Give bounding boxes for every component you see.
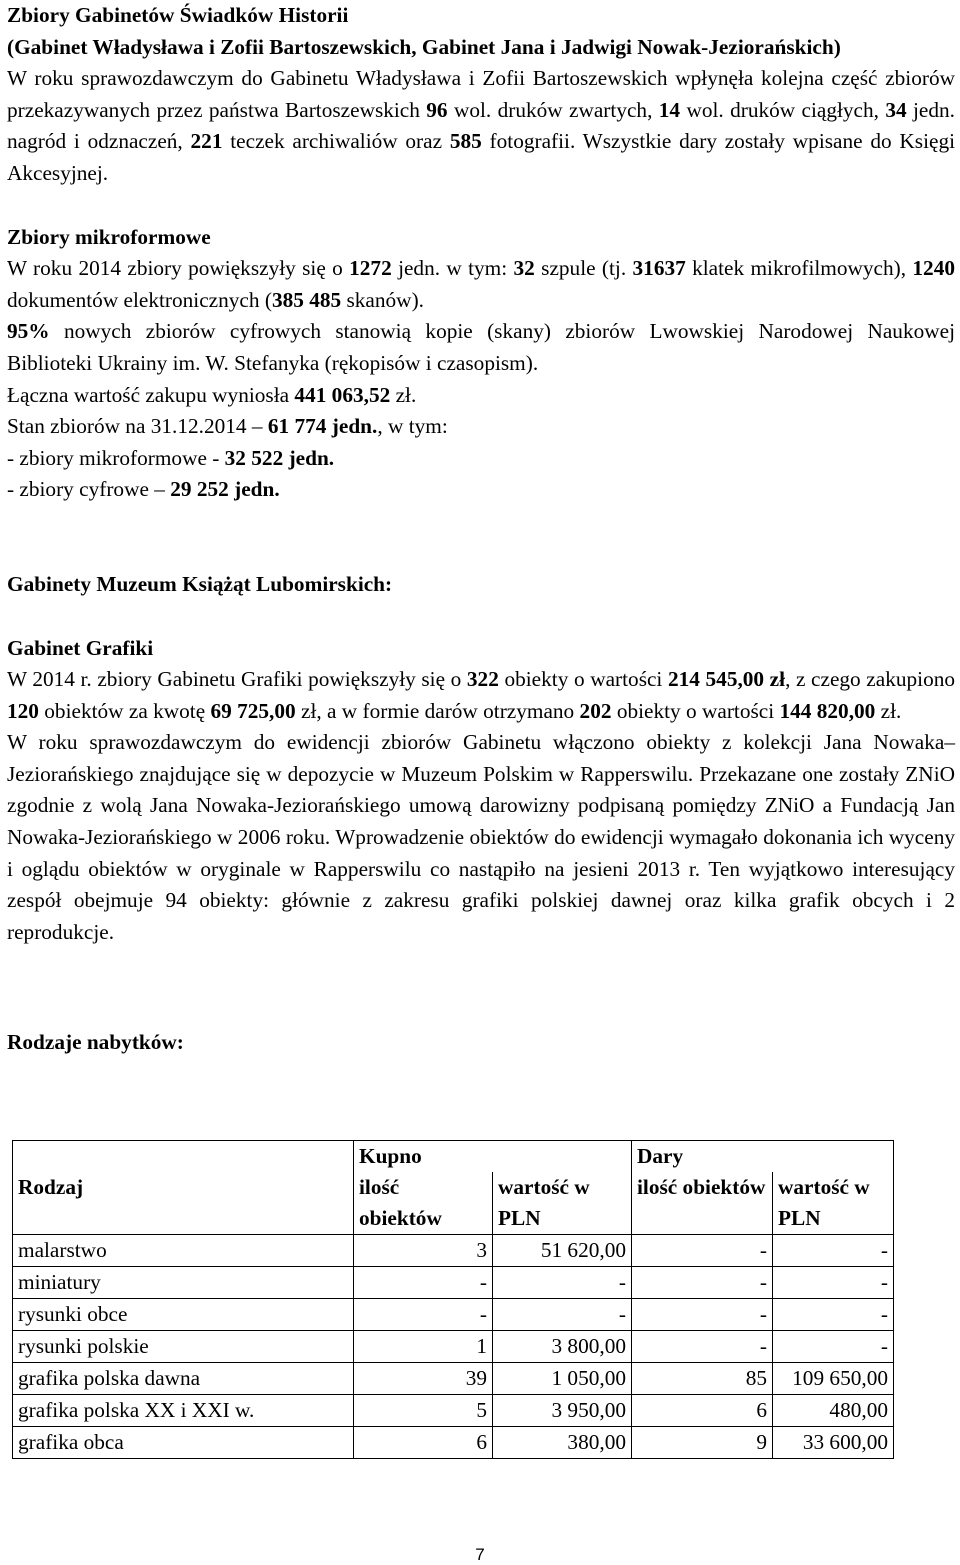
table-cell-d-wartosc: 480,00 — [773, 1395, 894, 1427]
document-page — [7, 0, 955, 1059]
table-row — [13, 1235, 894, 1267]
table-cell-d-ilosc: 6 — [632, 1395, 773, 1427]
table-cell-d-wartosc: - — [773, 1299, 894, 1331]
section-title: Gabinety Muzeum Książąt Lubomirskich: — [7, 571, 393, 596]
table-cell-k-ilosc: 5 — [354, 1395, 493, 1427]
paragraph: W 2014 r. zbiory Gabinetu Grafiki powiększyły się o 322 obiekty o wartości 214 545,00 zł, z czego zakupiono 120 obiektów za kwotę 69 725,00 zł, a w formie darów otrzymano 202 obiekty o wartości 144 820,00 zł. — [7, 667, 956, 723]
table-cell-k-ilosc: 39 — [354, 1363, 493, 1395]
paragraph: W roku sprawozdawczym do Gabinetu Władysława i Zofii Bartoszewskich wpłynęła kolejna część zbiorów przekazywanych przez państwa Bartoszewskich 96 wol. druków zwartych, 14 wol. druków ciągłych, 34 jedn. nagród i odznaczeń, 221 teczek archiwaliów oraz 585 fotografii. Wszystkie dary zostały wpisane do Księgi Akcesyjnej. — [7, 66, 956, 185]
table-cell-k-ilosc: 3 — [354, 1235, 493, 1267]
paragraph: W roku 2014 zbiory powiększyły się o 1272 jedn. w tym: 32 szpule (tj. 31637 klatek mikrofilmowych), 1240 dokumentów elektronicznych (385 485 skanów). — [7, 256, 955, 312]
table-cell-k-wartosc: - — [493, 1299, 632, 1331]
table-row — [13, 1331, 894, 1363]
table-cell-k-wartosc: 3 950,00 — [493, 1395, 632, 1427]
column-header-kupno-ilosc: ilość obiektów — [354, 1172, 493, 1235]
table-cell-d-ilosc: 85 — [632, 1363, 773, 1395]
table-cell-k-ilosc: 1 — [354, 1331, 493, 1363]
table-cell-name: rysunki polskie — [13, 1331, 354, 1363]
section-title: Zbiory Gabinetów Świadków Historii — [7, 3, 349, 27]
table-cell-k-ilosc: - — [354, 1267, 493, 1299]
acquisitions-table — [12, 1140, 894, 1459]
table-cell-d-ilosc: - — [632, 1299, 773, 1331]
paragraph: W roku sprawozdawczym do ewidencji zbiorów Gabinetu włączono obiekty z kolekcji Jana Nowaka–Jeziorańskiego znajdujące się w depozycie w Muzeum Polskim w Rapperswilu. Przekazane one zostały ZNiO zgodnie z wolą Jana Nowaka-Jeziorańskiego umową darowizny podpisaną pomiędzy ZNiO a Fundacją Jan Nowaka-Jeziorańskiego w 2006 roku. Wprowadzenie obiektów do ewidencji wymagało dokonania ich wyceny i oglądu obiektów w oryginale w Rapperswilu co nastąpiło na jesieni 2013 r. Ten wyjątkowo interesujący zespół obejmuje 94 obiekty: głównie z zakresu grafiki polskiej dawnej oraz kilka grafik obcych i 2 reprodukcje. — [7, 730, 955, 944]
paragraph: Stan zbiorów na 31.12.2014 – 61 774 jedn., w tym: — [7, 414, 448, 439]
paragraph: - zbiory mikroformowe - 32 522 jedn. — [7, 445, 335, 470]
table-body — [13, 1235, 894, 1459]
table-cell-k-wartosc: 51 620,00 — [493, 1235, 632, 1267]
table-cell-k-wartosc: 380,00 — [493, 1427, 632, 1459]
table-cell-k-ilosc: 6 — [354, 1427, 493, 1459]
table-cell-name: miniatury — [13, 1267, 354, 1299]
table-cell-d-ilosc: - — [632, 1235, 773, 1267]
table-cell-k-wartosc: - — [493, 1267, 632, 1299]
column-header-kupno-wartosc: wartość w PLN — [493, 1172, 632, 1235]
table-cell-k-ilosc: - — [354, 1299, 493, 1331]
table-row — [13, 1299, 894, 1331]
column-header-dary-wartosc: wartość w PLN — [773, 1172, 894, 1235]
table-cell-d-ilosc: 9 — [632, 1427, 773, 1459]
table-row — [13, 1427, 894, 1459]
table-cell-d-wartosc: 109 650,00 — [773, 1363, 894, 1395]
table-cell-name: grafika obca — [13, 1427, 354, 1459]
paragraph: - zbiory cyfrowe – 29 252 jedn. — [7, 477, 280, 502]
column-group-dary: Dary — [632, 1141, 894, 1173]
section-subtitle: (Gabinet Władysława i Zofii Bartoszewskich, Gabinet Jana i Jadwigi Nowak-Jeziorańskich) — [7, 34, 841, 59]
table-cell-k-wartosc: 1 050,00 — [493, 1363, 632, 1395]
table-cell-name: grafika polska XX i XXI w. — [13, 1395, 354, 1427]
table-row — [13, 1363, 894, 1395]
table-cell-d-wartosc: 33 600,00 — [773, 1427, 894, 1459]
table-cell-name: malarstwo — [13, 1235, 354, 1267]
column-group-kupno: Kupno — [354, 1141, 632, 1173]
table-cell-d-ilosc: - — [632, 1331, 773, 1363]
column-header-dary-ilosc: ilość obiektów — [632, 1172, 773, 1235]
column-header-rodzaj: Rodzaj — [13, 1141, 354, 1235]
table-cell-d-wartosc: - — [773, 1331, 894, 1363]
paragraph: 95% nowych zbiorów cyfrowych stanowią kopie (skany) zbiorów Lwowskiej Narodowej Naukowej Biblioteki Ukrainy im. W. Stefanyka (rękopisów i czasopism). — [7, 319, 956, 375]
table-header-row — [13, 1141, 894, 1173]
table-cell-d-ilosc: - — [632, 1267, 773, 1299]
table-row — [13, 1395, 894, 1427]
table-cell-k-wartosc: 3 800,00 — [493, 1331, 632, 1363]
table-row — [13, 1267, 894, 1299]
table-cell-name: rysunki obce — [13, 1299, 354, 1331]
paragraph: Łączna wartość zakupu wyniosła 441 063,52 zł. — [7, 382, 417, 407]
table-title: Rodzaje nabytków: — [7, 1030, 184, 1055]
table-cell-d-wartosc: - — [773, 1267, 894, 1299]
section-title: Zbiory mikroformowe — [7, 224, 211, 249]
table-cell-d-wartosc: - — [773, 1235, 894, 1267]
table-cell-name: grafika polska dawna — [13, 1363, 354, 1395]
section-subtitle: Gabinet Grafiki — [7, 635, 154, 660]
page-number: 7 — [475, 1545, 485, 1564]
